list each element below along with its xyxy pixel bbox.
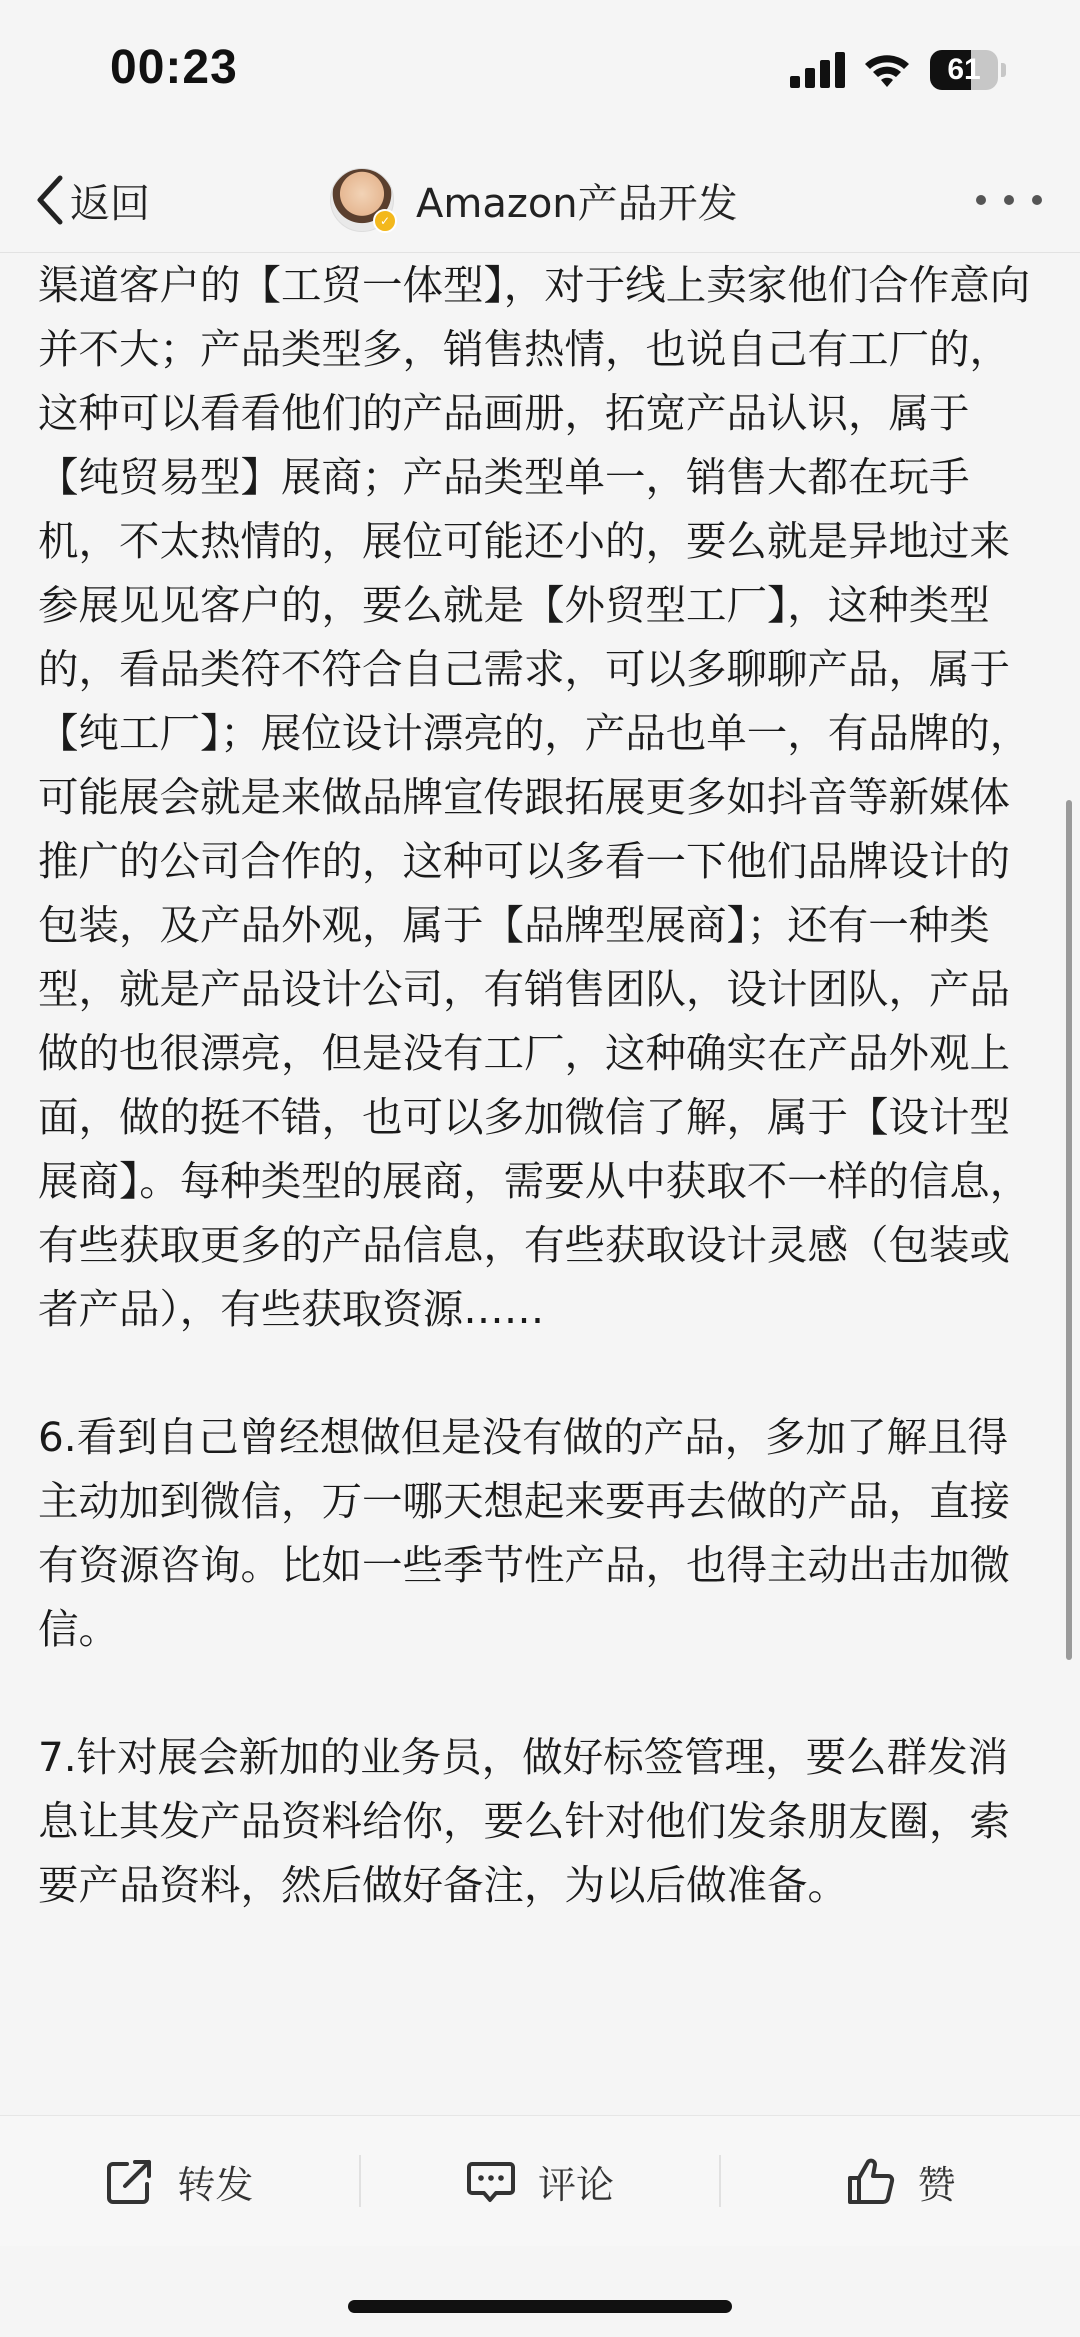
comment-button[interactable] xyxy=(361,2116,720,2246)
like-label: 赞 xyxy=(917,2162,956,2207)
home-indicator[interactable] xyxy=(348,2300,732,2313)
share-icon xyxy=(105,2156,155,2206)
thumbs-up-icon xyxy=(846,2156,896,2206)
status-bar xyxy=(0,0,1080,150)
nav-bar xyxy=(0,150,1080,253)
more-dot-icon xyxy=(1004,195,1014,205)
more-dot-icon xyxy=(1032,195,1042,205)
verified-badge-icon: ✓ xyxy=(373,209,397,233)
wifi-icon xyxy=(862,50,912,90)
scroll-indicator[interactable] xyxy=(1066,800,1072,1660)
comment-icon xyxy=(466,2156,516,2206)
chevron-left-icon xyxy=(30,170,66,230)
nav-title-group[interactable] xyxy=(330,154,738,246)
comment-label: 评论 xyxy=(538,2162,615,2207)
article-text: 渠道客户的【工贸一体型】，对于线上卖家他们合作意向并不大；产品类型多，销售热情，也说自己有工厂的，这种可以看看他们的产品画册，拓宽产品认识，属于【纯贸易型】展商；产品类型单一，销售大都在玩手机，不太热情的，展位可能还小的，要么就是异地过来参展见见客户的，要么就是【外贸型工厂】，这种类型的，看品类符不符合自己需求，可以多聊聊产品，属于【纯工厂】；展位设计漂亮的，产品也单一，有品牌的，可能展会就是来做品牌宣传跟拓展更多如抖音等新媒体推广的公司合作的，这种可以多看一下他们品牌设计的包装，及产品外观，属于【品牌型展商】；还有一种类型，就是产品设计公司，有销售团队，设计团队，产品做的也很漂亮，但是没有工厂，这种确实在产品外观上面，做的挺不错，也可以多加微信了解，属于【设计型展商】。每种类型的展商，需要从中获取不一样的信息，有些获取更多的产品信息，有些获取设计灵感（包装或者产品），有些获取资源…… 6.看到自己曾经想做但是没有做的产品，多加了解且得主动加到微信，万一哪天想起来要再去做的产品，直接有资源咨询。比如一些季节性产品，也得主动出击加微信。 7.针对展会新加的业务员，做好标签管理，要么群发消息让其发产品资料给你，要么针对他们发条朋友圈，索要产品资料，然后做好备注，为以后做准备。 xyxy=(38,261,1031,1909)
action-bar xyxy=(0,2115,1080,2246)
share-button[interactable] xyxy=(0,2116,359,2246)
like-button[interactable] xyxy=(721,2116,1080,2246)
back-button[interactable] xyxy=(30,160,150,240)
back-label: 返回 xyxy=(70,180,150,227)
more-options-button[interactable] xyxy=(976,172,1042,228)
battery-level: 61 xyxy=(947,53,981,86)
avatar[interactable] xyxy=(330,168,394,232)
more-dot-icon xyxy=(976,195,986,205)
share-label: 转发 xyxy=(177,2162,254,2207)
battery-icon xyxy=(930,50,1006,90)
article-content[interactable] xyxy=(0,253,1080,2115)
cellular-signal-icon xyxy=(790,52,846,88)
page-title: Amazon产品开发 xyxy=(416,180,738,227)
status-time: 00:23 xyxy=(110,41,238,94)
